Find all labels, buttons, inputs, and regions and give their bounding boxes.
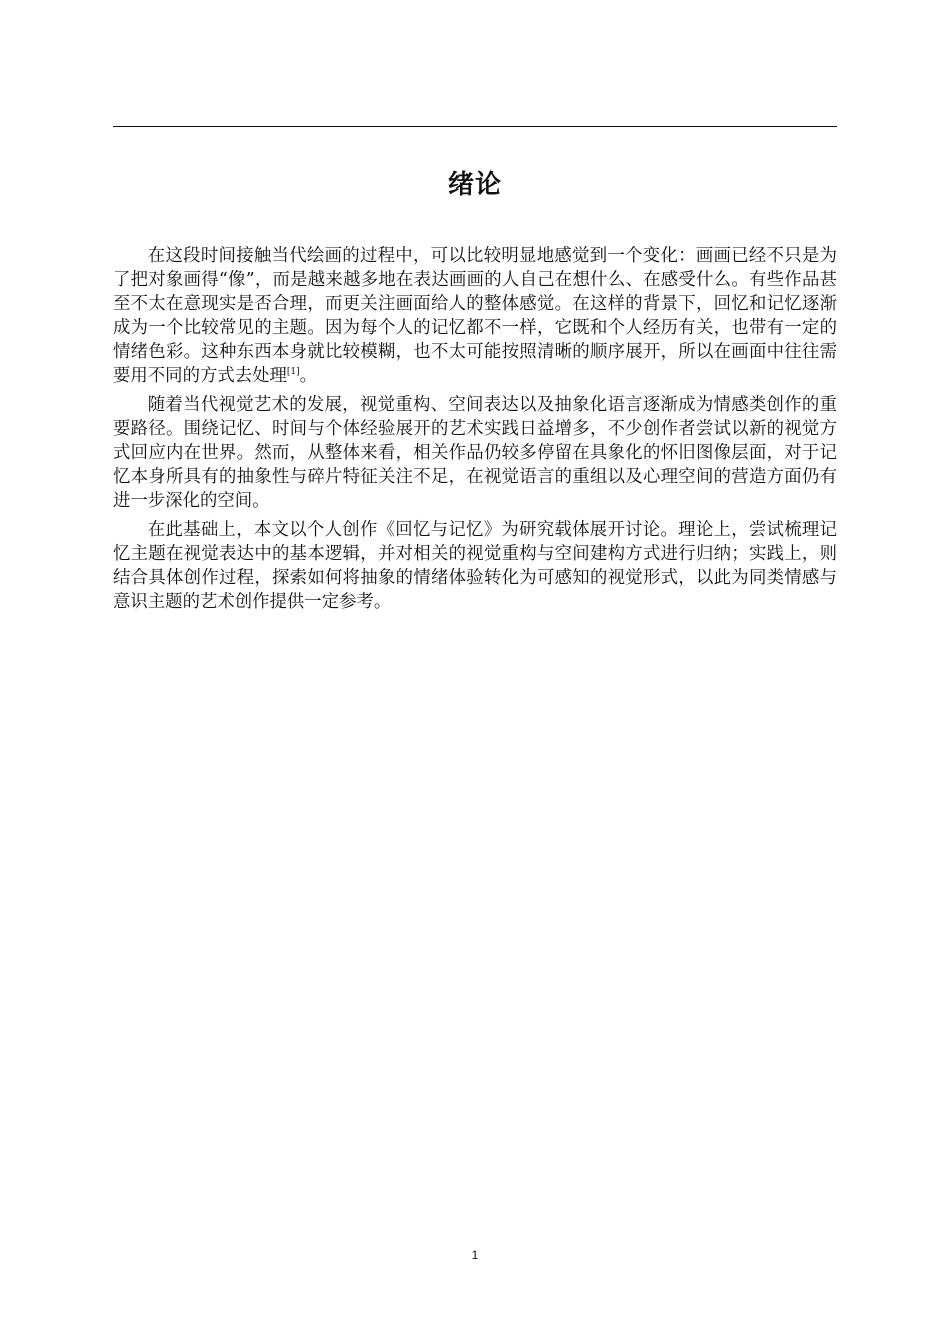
paragraph-1-end: 。	[299, 366, 318, 386]
paragraph-3-text: 在此基础上，本文以个人创作《回忆与记忆》为研究载体展开讨论。理论上，尝试梳理记忆主题在视觉表达中的基本逻辑，并对相关的视觉重构与空间建构方式进行归纳；实践上，则结合具体创作过程，探索如何将抽象的情绪体验转化为可感知的视觉形式，以此为同类情感与意识主题的艺术创作提供一定参考。	[113, 520, 837, 612]
paragraph-1	[113, 244, 837, 388]
paragraph-1-text: 在这段时间接触当代绘画的过程中，可以比较明显地感觉到一个变化：画画已经不只是为了把对象画得“像”，而是越来越多地在表达画画的人自己在想什么、在感受什么。有些作品甚至不太在意现实是否合理，而更关注画面给人的整体感觉。在这样的背景下，回忆和记忆逐渐成为一个比较常见的主题。因为每个人的记忆都不一样，它既和个人经历有关，也带有一定的情绪色彩。这种东西本身就比较模糊，也不太可能按照清晰的顺序展开，所以在画面中往往需要用不同的方式去处理	[113, 246, 837, 386]
page-number: 1	[471, 1248, 479, 1262]
header-rule	[113, 126, 837, 127]
paragraph-2	[113, 393, 837, 513]
body-text	[113, 244, 837, 619]
chapter-title: 绪论	[447, 170, 502, 201]
paragraph-2-text: 随着当代视觉艺术的发展，视觉重构、空间表达以及抽象化语言逐渐成为情感类创作的重要路径。围绕记忆、时间与个体经验展开的艺术实践日益增多，不少创作者尝试以新的视觉方式回应内在世界。然而，从整体来看，相关作品仍较多停留在具象化的怀旧图像层面，对于记忆本身所具有的抽象性与碎片特征关注不足，在视觉语言的重组以及心理空间的营造方面仍有进一步深化的空间。	[113, 395, 837, 511]
paragraph-3	[113, 518, 837, 614]
citation-marker: [1]	[286, 367, 300, 377]
